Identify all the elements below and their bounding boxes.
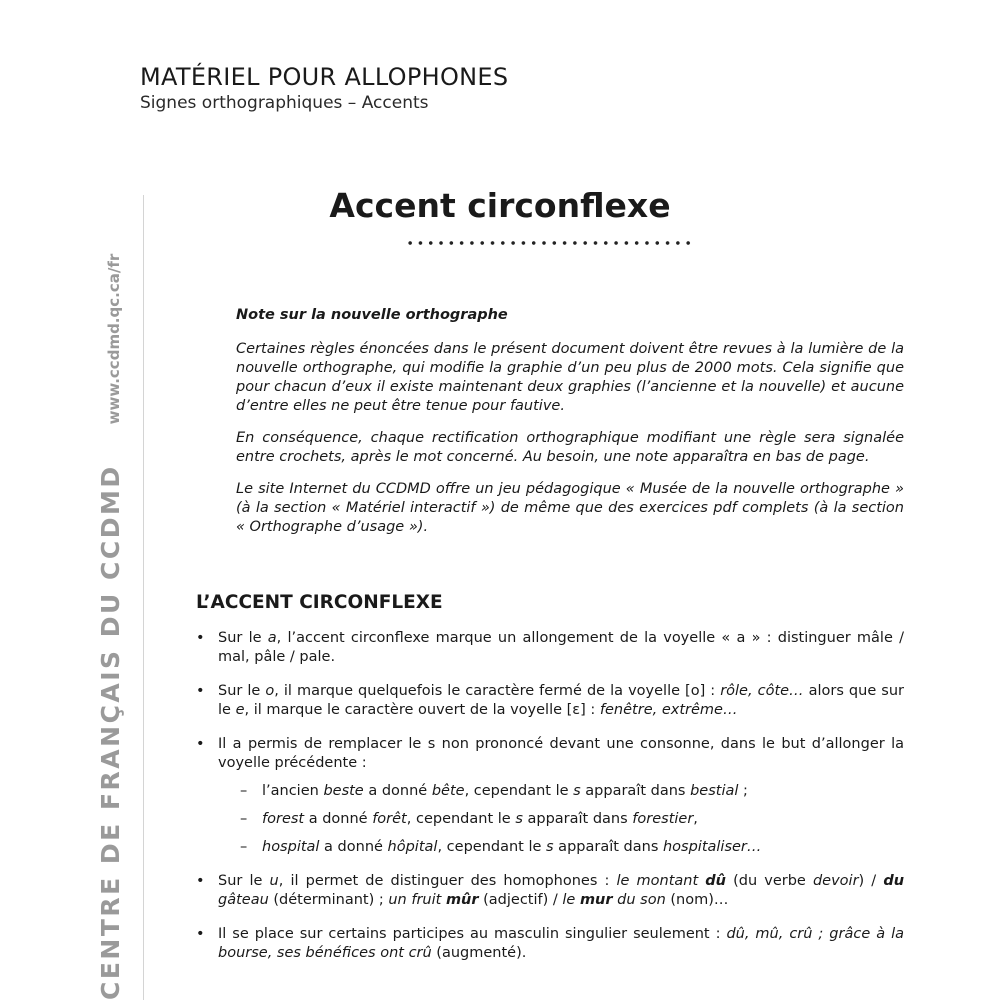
text: l’ancien [262,783,324,799]
text-italic: hospitaliser… [662,839,762,855]
header-title: MATÉRIEL POUR ALLOPHONES [140,63,509,91]
sidebar-brand: CENTRE DE FRANÇAIS DU CCDMD [96,464,125,1000]
note-paragraph: Le site Internet du CCDMD offre un jeu pédagogique « Musée de la nouvelle orthographe » (à la section « Matériel interactif ») de même que des exercices pdf complets (à la section « Orthographe d’usage »). [236,481,904,535]
text: Sur le [218,683,266,699]
text-bold-italic: dû [705,873,726,889]
text: (adjectif) / [478,892,563,908]
section-accent-circonflexe [196,592,904,978]
text-italic: a [267,630,277,646]
section-heading: L’ACCENT CIRCONFLEXE [196,592,443,613]
text-italic: o [265,683,275,699]
dash-icon: – [240,811,248,827]
list-item [196,872,904,910]
note-paragraph: En conséquence, chaque rectification orthographique modifiant une règle sera signalée entre crochets, après le mot concerné. Au besoin, une note apparaîtra en bas de page. [236,430,904,465]
text-italic: u [269,873,279,889]
text-italic: gâteau [218,892,269,908]
text-italic: le [562,892,580,908]
text-italic: forest [262,811,305,827]
dash-icon: – [240,783,248,799]
text-italic: hôpital [387,839,438,855]
text-italic: bestial [690,783,739,799]
text: Il a permis de remplacer le s non prononcé devant une consonne, dans le but d’allonger la voyelle précédente : [218,736,904,771]
text-italic: fenêtre, extrême… [599,702,738,718]
sub-list-item [218,782,904,801]
text-italic: forestier [632,811,694,827]
dash-icon: – [240,839,248,855]
text-italic: s [515,811,523,827]
text-italic: du son [612,892,666,908]
text: apparaît dans [553,839,663,855]
list-item [196,735,904,857]
text: , il marque quelquefois le caractère fermé de la voyelle [o] : [274,683,721,699]
text-italic: un fruit [388,892,446,908]
text-italic: hospital [262,839,320,855]
text: Sur le [218,873,270,889]
title-dotted-underline [405,240,692,246]
sub-list-item [218,838,904,857]
text: , il permet de distinguer des homophones : [278,873,617,889]
list-item [196,682,904,720]
bullet-icon: • [196,873,205,889]
list-item [196,629,904,667]
text: apparaît dans [522,811,633,827]
note-block [236,306,904,550]
text-italic: beste [323,783,364,799]
list-item [196,925,904,963]
page-title: Accent circonflexe [329,186,671,225]
bullet-icon: • [196,683,205,699]
text: Il se place sur certains participes au masculin singulier seulement : [218,926,727,942]
text-italic: rôle, côte… [720,683,804,699]
sidebar-url: www.ccdmd.qc.ca/fr [105,253,123,425]
text-italic: bête [431,783,465,799]
text-italic: s [573,783,581,799]
text-bold-italic: du [883,873,905,889]
text-italic: forêt [372,811,407,827]
text: alors que sur le [218,683,904,718]
text: (du verbe [726,873,813,889]
bullet-icon: • [196,630,205,646]
text: (nom)… [665,892,729,908]
text: a donné [304,811,373,827]
bullet-icon: • [196,736,205,752]
text-italic: le montant [616,873,706,889]
text: , cependant le [406,811,516,827]
sidebar-vertical-text [96,254,125,1000]
text-italic: e [235,702,245,718]
text: a donné [319,839,388,855]
text-italic: devoir [812,873,859,889]
text: a donné [363,783,432,799]
text: , l’accent circonflexe marque un allongement de la voyelle « a » : distinguer mâle / mal, pâle / pale. [218,630,904,665]
text: apparaît dans [580,783,691,799]
text: Sur le [218,630,268,646]
text-italic: s [546,839,554,855]
text: ) / [858,873,884,889]
header-subtitle: Signes orthographiques – Accents [140,93,429,113]
text-italic: dû, mû, crû ; grâce à la bourse, ses bénéfices ont crû [218,926,904,961]
text: ; [738,783,748,799]
note-paragraph: Certaines règles énoncées dans le présent document doivent être revues à la lumière de la nouvelle orthographe, qui modifie la graphie d’un peu plus de 2000 mots. Cela signifie que pour chacun d’eux il existe maintenant deux graphies (l’ancienne et la nouvelle) et aucune d’entre elles ne peut être tenue pour fautive. [236,341,904,414]
text: , [693,811,698,827]
text: , cependant le [464,783,574,799]
text-bold-italic: mur [579,892,613,908]
margin-divider [143,195,144,1000]
note-title: Note sur la nouvelle orthographe [236,307,508,323]
text: , cependant le [437,839,547,855]
sub-list-item [218,810,904,829]
document-header [140,62,508,114]
text-bold-italic: mûr [445,892,479,908]
text: (augmenté). [431,945,527,961]
bullet-icon: • [196,926,205,942]
text: , il marque le caractère ouvert de la voyelle [ɛ] : [244,702,600,718]
text: (déterminant) ; [268,892,389,908]
